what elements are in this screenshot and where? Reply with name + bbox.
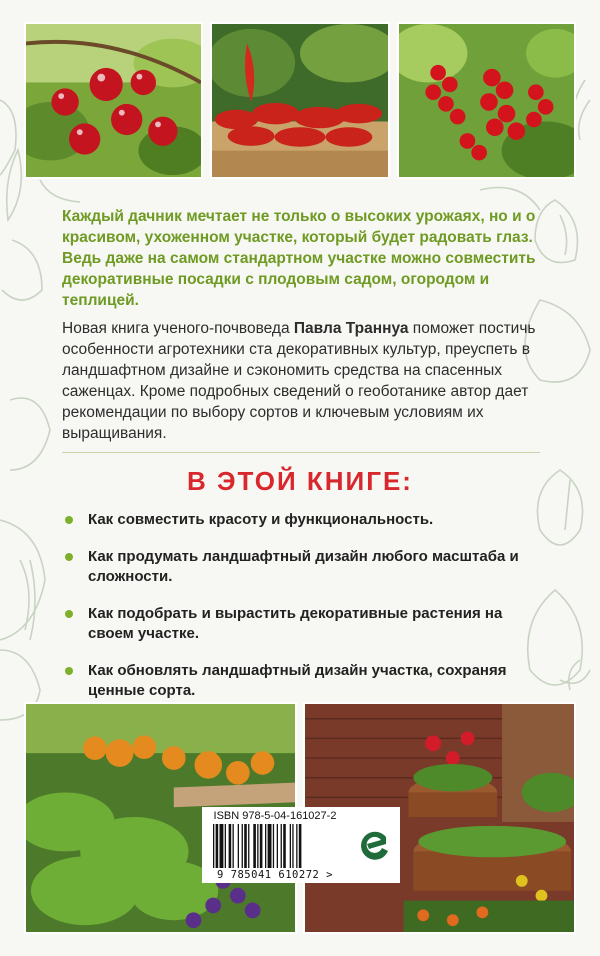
author-name: Павла Траннуа (293, 320, 409, 337)
description-paragraph (62, 318, 542, 444)
bullet-text: Как подобрать и вырастить декоративные растения на своем участке. (88, 605, 503, 642)
section-title: В ЭТОЙ КНИГЕ: (187, 466, 413, 496)
bullet-dot-icon (65, 516, 73, 524)
description-text-end: поможет постичь особенности агротехники ста декоративных культур, преуспеть в ландшафтном дизайне и сэкономить средства на спасенных саженцах. Кроме подробных сведений о геоботанике автор дает рекомендации по выбору сортов и ключевым условиям их выращивания. (62, 320, 536, 442)
redcurrant-photo (397, 22, 576, 179)
eksmo-e-logo-icon (348, 807, 400, 883)
publisher-logo (348, 807, 400, 883)
list-item (62, 661, 542, 701)
barcode-block (202, 807, 348, 883)
description-text-start: Новая книга ученого-почвоведа (62, 320, 294, 337)
list-item (62, 510, 542, 530)
bullet-text: Как продумать ландшафтный дизайн любого масштаба и сложности. (88, 548, 519, 585)
lead-paragraph: Каждый дачник мечтает не только о высоких урожаях, но и о красивом, ухоженном участке, который будет радовать глаз. Ведь даже на самом стандартном участке можно совместить декоративные посадки с плодовым садом, огородом и теплицей. (62, 208, 536, 309)
isbn-label: ISBN 978-5-04-161027-2 (213, 810, 337, 822)
peppers-photo (210, 22, 390, 179)
bullet-dot-icon (65, 610, 73, 618)
bullet-text: Как обновлять ландшафтный дизайн участка, сохраняя ценные сорта. (88, 662, 507, 699)
bullet-dot-icon (65, 553, 73, 561)
bullet-dot-icon (65, 667, 73, 675)
cherries-photo (24, 22, 203, 179)
list-item (62, 547, 542, 587)
bullet-text: Как совместить красоту и функциональность. (88, 511, 434, 528)
barcode-bars (211, 824, 339, 868)
ean-digits: 9 785041 610272 > (217, 869, 333, 881)
list-item (62, 604, 542, 644)
section-divider (62, 452, 540, 453)
bullet-list (62, 510, 542, 718)
